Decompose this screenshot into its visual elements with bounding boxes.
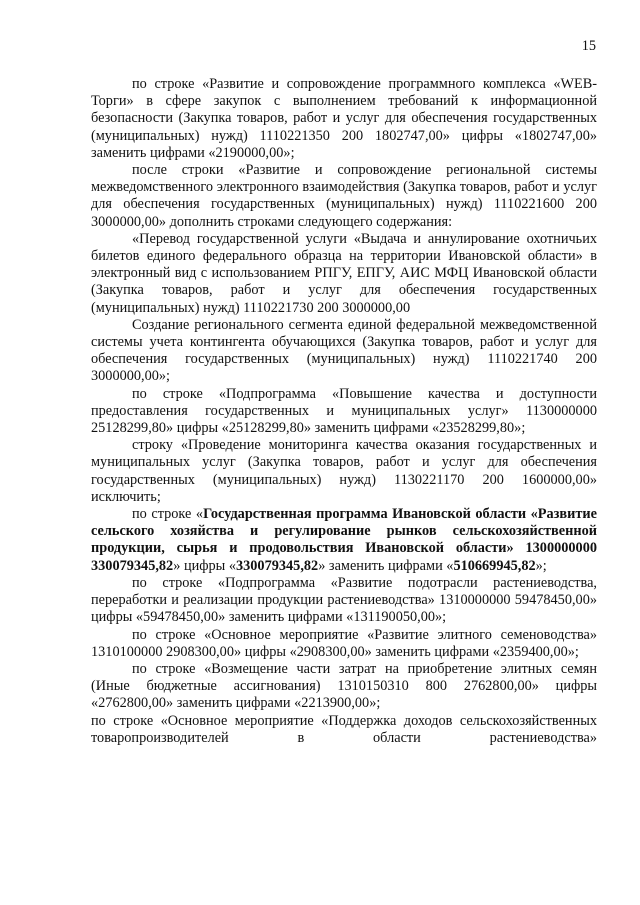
paragraph-text: по строке « [132,506,204,523]
paragraph-text: »; [535,557,547,574]
paragraph [91,162,597,231]
paragraph-text: по строке «Подпрограмма «Повышение качества и доступности предоставления государственных и муниципальных услуг» 1130000000 25128299,80» цифры «25128299,80» заменить цифрами «23528299,80»; [91,385,597,437]
bold-text: 330079345,82 [235,557,319,574]
paragraph [91,386,597,438]
paragraph [91,575,597,627]
paragraph [91,506,597,575]
paragraph-text: строку «Проведение мониторинга качества оказания государственных и муниципальных услуг (Закупка товаров, работ и услуг для обеспечения государственных (муниципальных) нужд) 1130221170 200 1600000,00» исключить; [91,437,597,505]
paragraph-text: » заменить цифрами « [318,557,454,574]
paragraph-text: по строке «Развитие и сопровождение программного комплекса «WEB-Торги» в сфере закупок с выполнением требований к информационной безопасности (Закупка товаров, работ и услуг для обеспечения государственных (муниципальных) нужд) 1110221350 200 1802747,00» цифры «1802747,00» заменить цифрами «2190000,00»; [91,76,597,161]
bold-text: 510669945,82 [453,557,536,574]
paragraph [91,317,597,386]
paragraph-text: по строке «Основное мероприятие «Развитие элитного семеноводства» 1310100000 2908300,00» цифры «2908300,00» заменить цифрами «2359400,00»; [91,626,597,660]
paragraph [91,713,597,747]
bold-text: Государственная программа Ивановской области «Развитие сельского хозяйства и регулирование рынков сельскохозяйственной продукции, сырья и продовольствия Ивановской области» 1300000000 330079345,82 [91,506,597,574]
page-number: 15 [581,38,596,54]
paragraph-text: Создание регионального сегмента единой федеральной межведомственной системы учета контингента обучающихся (Закупка товаров, работ и услуг для обеспечения государственных (муниципальных) нужд) 1110221740 200 3000000,00»; [91,316,597,385]
paragraph-text: по строке «Основное мероприятие «Поддержка доходов сельскохозяйственных товаропроизводителей в области растениеводства» [91,712,597,746]
paragraph [91,437,597,506]
paragraph-text: после строки «Развитие и сопровождение региональной системы межведомственного электронного взаимодействия (Закупка товаров, работ и услуг для обеспечения государственных (муниципальных) нужд) 1110221600 200 3000000,00» дополнить строками следующего содержания: [91,162,597,230]
paragraph [91,627,597,661]
paragraph [91,76,597,162]
paragraph [91,661,597,713]
document-body [91,76,597,747]
paragraph-text: » цифры « [173,557,236,574]
paragraph-text: по строке «Возмещение части затрат на приобретение элитных семян (Иные бюджетные ассигнования) 1310150310 800 2762800,00» цифры «2762800,00» заменить цифрами «2213900,00»; [91,660,597,712]
paragraph-text: по строке «Подпрограмма «Развитие подотрасли растениеводства, переработки и реализации продукции растениеводства» 1310000000 59478450,00» цифры «59478450,00» заменить цифрами «131190050,00»; [91,574,597,626]
paragraph-text: «Перевод государственной услуги «Выдача и аннулирование охотничьих билетов единого федерального образца на территории Ивановской области» в электронный вид с использованием РПГУ, ЕПГУ, АИС МФЦ Ивановской области (Закупка товаров, работ и услуг для обеспечения государственных (муниципальных) нужд) 1110221730 200 3000000,00 [91,230,597,316]
paragraph [91,231,597,317]
